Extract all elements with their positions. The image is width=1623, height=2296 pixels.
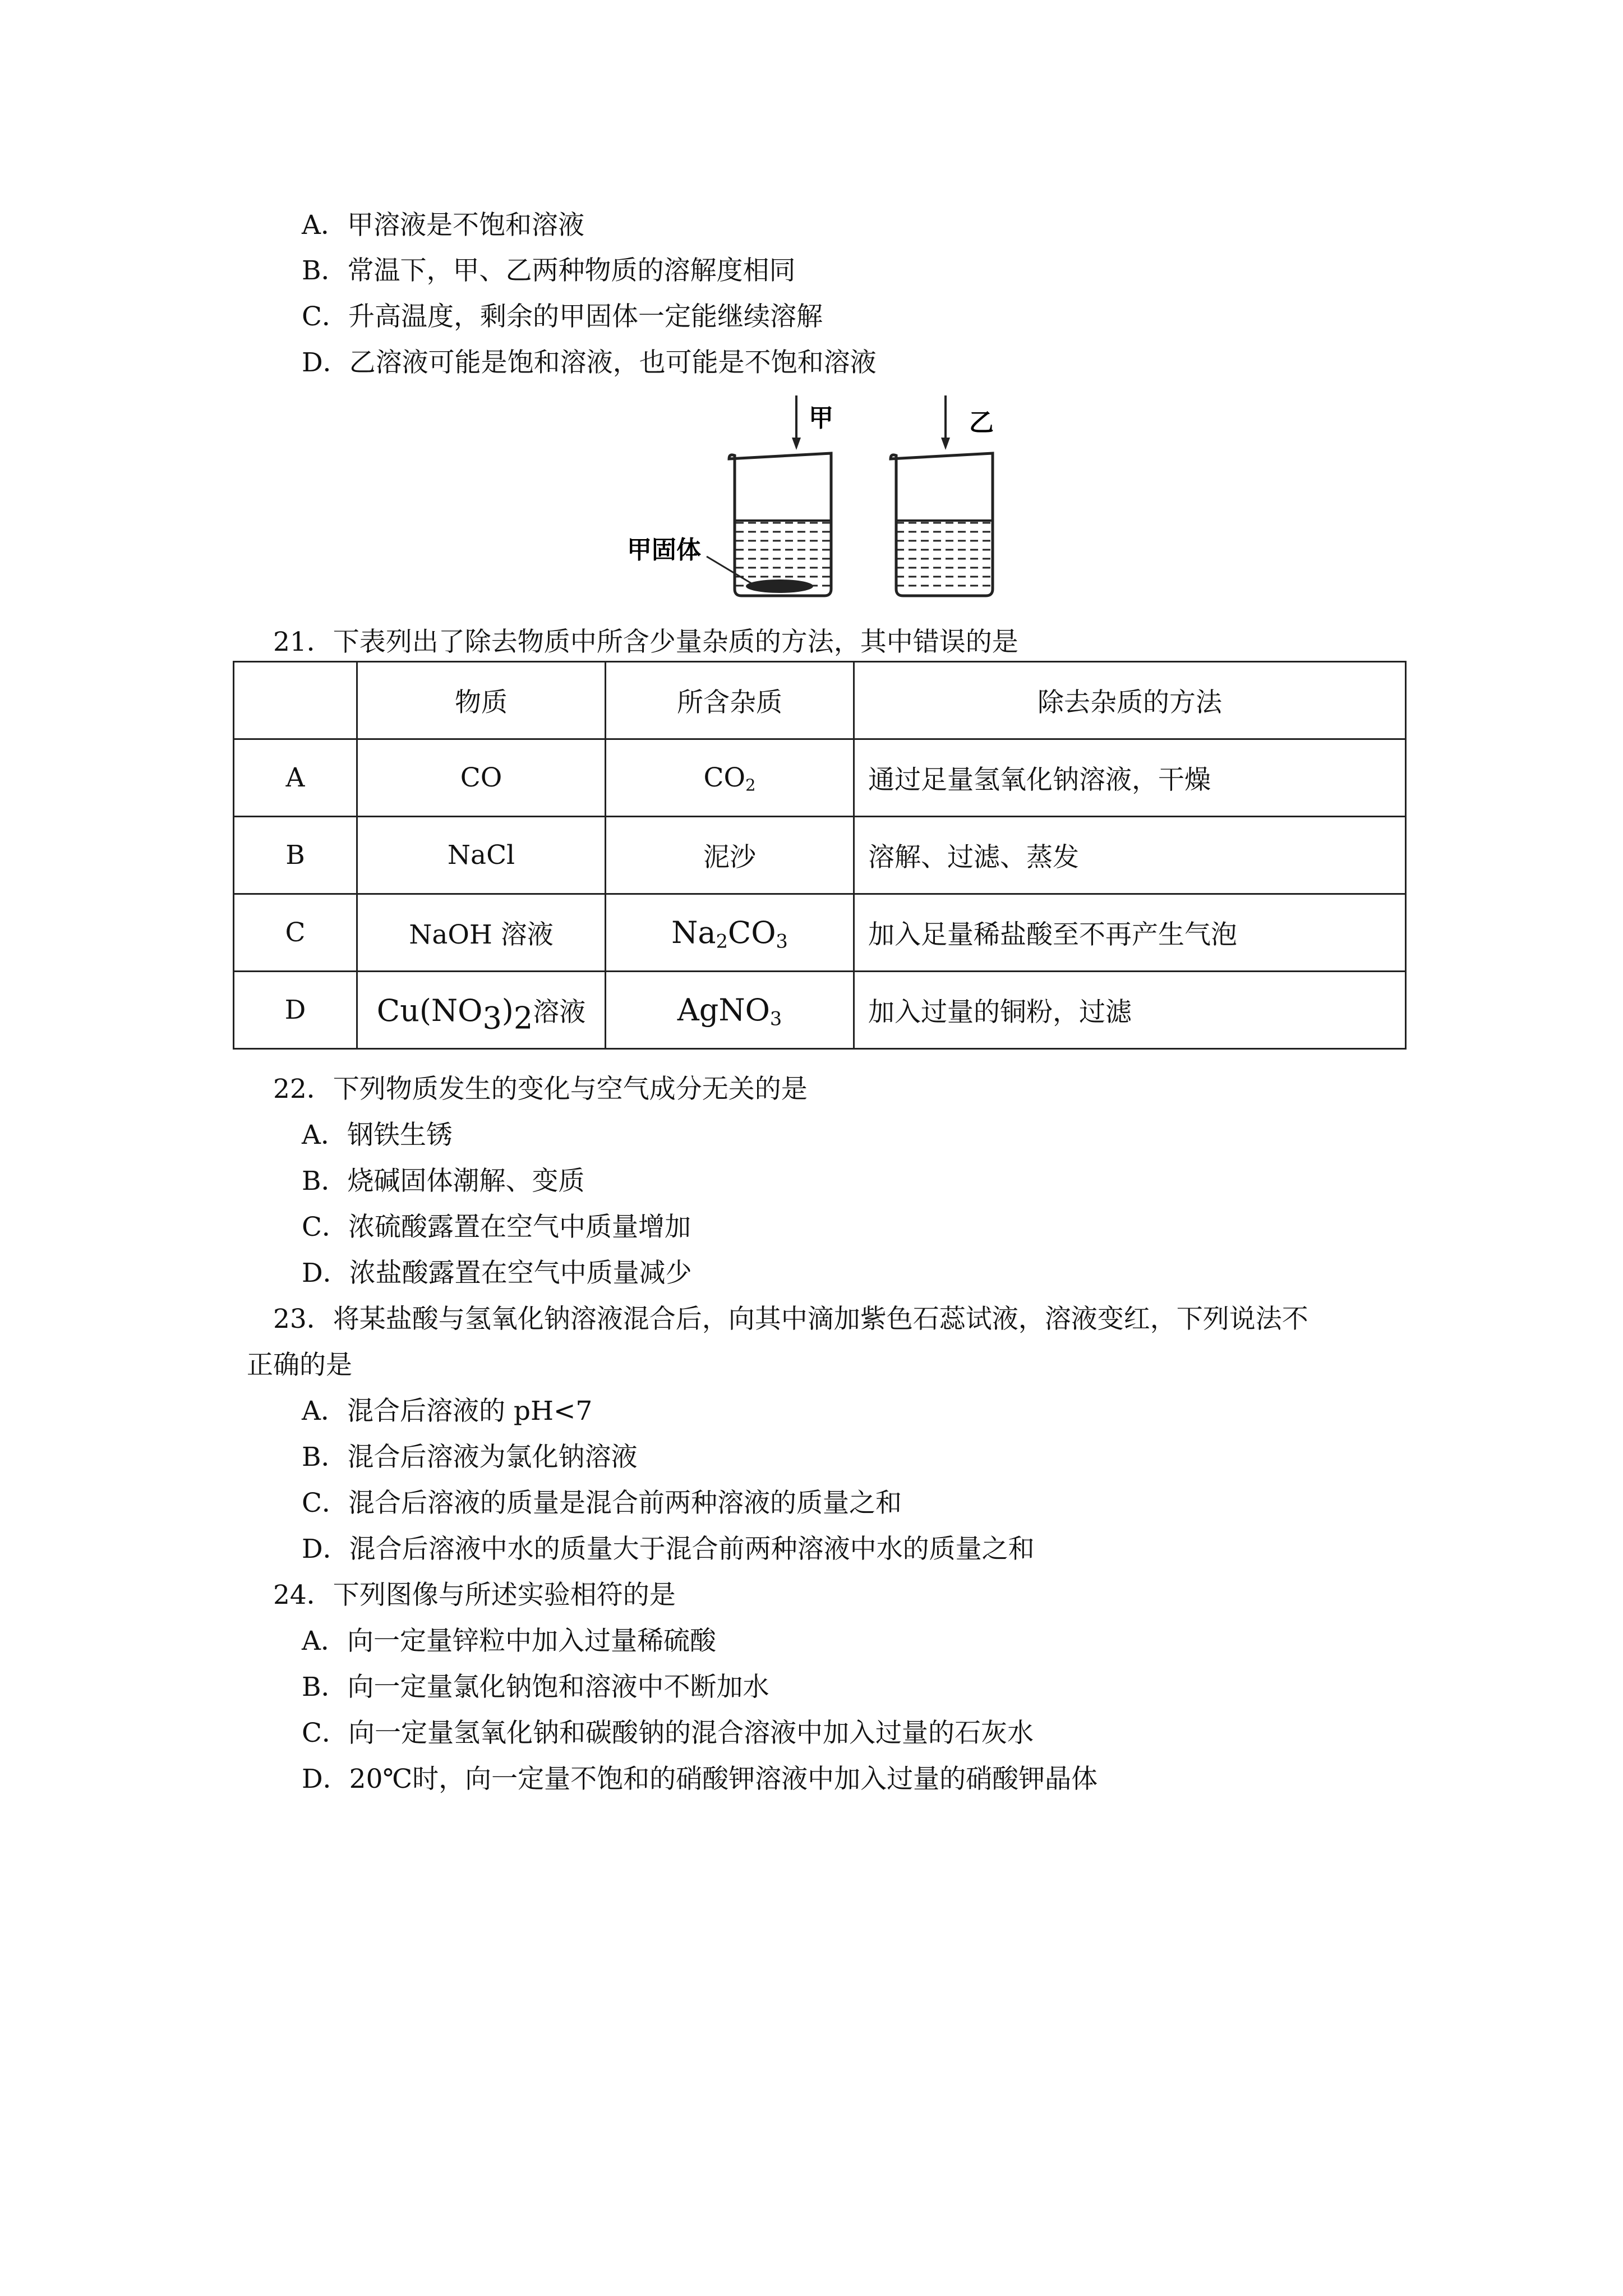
q20-option-b: B．常温下，甲、乙两种物质的溶解度相同 [302, 255, 796, 286]
row-impurity: $Na_2CO_3$ [606, 894, 854, 972]
q23-option-c: C．混合后溶液的质量是混合前两种溶液的质量之和 [302, 1488, 902, 1519]
row-impurity: 泥沙 [606, 817, 854, 894]
q20-option-a: A．甲溶液是不饱和溶液 [302, 210, 584, 241]
q23-stem-line1: 23．将某盐酸与氢氧化钠溶液混合后，向其中滴加紫色石蕊试液，溶液变红，下列说法不 [273, 1304, 1308, 1335]
row-label: D [234, 972, 357, 1049]
label-jia: 甲 [809, 404, 833, 432]
row-impurity: AgNO$_3$ [606, 972, 854, 1049]
row-method: 通过足量氢氧化钠溶液，干燥 [854, 739, 1406, 817]
header-method: 除去杂质的方法 [854, 662, 1406, 739]
row-label: C [234, 894, 357, 972]
q22-option-b: B．烧碱固体潮解、变质 [302, 1166, 585, 1197]
row-label: B [234, 817, 357, 894]
row-substance: NaOH 溶液 [357, 894, 606, 972]
q21-stem: 21．下表列出了除去物质中所含少量杂质的方法，其中错误的是 [273, 627, 1018, 657]
row-impurity: $CO_2$ [606, 739, 854, 817]
beaker-yi [891, 453, 993, 596]
row-label: A [234, 739, 357, 817]
q20-option-d: D．乙溶液可能是饱和溶液，也可能是不饱和溶液 [302, 347, 877, 378]
table-header-row [234, 662, 1406, 739]
table-row [234, 817, 1406, 894]
row-method: 加入足量稀盐酸至不再产生气泡 [854, 894, 1406, 972]
label-solid-jia: 甲固体 [627, 536, 701, 564]
label-yi: 乙 [969, 408, 994, 437]
q23-option-a: A．混合后溶液的 pH<7 [302, 1396, 593, 1427]
row-substance: NaCl [357, 817, 606, 894]
q22-option-a: A．钢铁生锈 [302, 1120, 453, 1151]
q23-option-b: B．混合后溶液为氯化钠溶液 [302, 1442, 638, 1473]
q24-option-b: B．向一定量氯化钠饱和溶液中不断加水 [302, 1672, 769, 1703]
header-blank [234, 662, 357, 739]
arrow-yi-icon [941, 395, 950, 450]
row-method: 溶解、过滤、蒸发 [854, 817, 1406, 894]
q24-option-c: C．向一定量氢氧化钠和碳酸钠的混合溶液中加入过量的石灰水 [302, 1718, 1034, 1749]
q24-stem: 24．下列图像与所述实验相符的是 [273, 1580, 676, 1611]
q20-option-c: C．升高温度，剩余的甲固体一定能继续溶解 [302, 301, 823, 332]
row-substance: $Cu(NO_3)_2$溶液 [357, 972, 606, 1049]
beaker-figure [611, 393, 1071, 600]
beaker-jia [707, 453, 831, 596]
table-row [234, 739, 1406, 817]
q22-option-c: C．浓硫酸露置在空气中质量增加 [302, 1212, 691, 1243]
header-substance: 物质 [357, 662, 606, 739]
q23-stem-line2: 正确的是 [247, 1350, 352, 1381]
header-impurity: 所含杂质 [606, 662, 854, 739]
arrow-jia-icon [792, 395, 801, 450]
impurity-table [233, 661, 1407, 1050]
q24-option-a: A．向一定量锌粒中加入过量稀硫酸 [302, 1626, 716, 1657]
q22-option-d: D．浓盐酸露置在空气中质量减少 [302, 1258, 692, 1289]
q22-stem: 22．下列物质发生的变化与空气成分无关的是 [273, 1074, 808, 1105]
row-substance: CO [357, 739, 606, 817]
table-row [234, 972, 1406, 1049]
q24-option-d: D．20℃时，向一定量不饱和的硝酸钾溶液中加入过量的硝酸钾晶体 [302, 1764, 1098, 1795]
table-row [234, 894, 1406, 972]
q23-option-d: D．混合后溶液中水的质量大于混合前两种溶液中水的质量之和 [302, 1534, 1035, 1565]
solid-jia [746, 579, 813, 593]
row-method: 加入过量的铜粉，过滤 [854, 972, 1406, 1049]
